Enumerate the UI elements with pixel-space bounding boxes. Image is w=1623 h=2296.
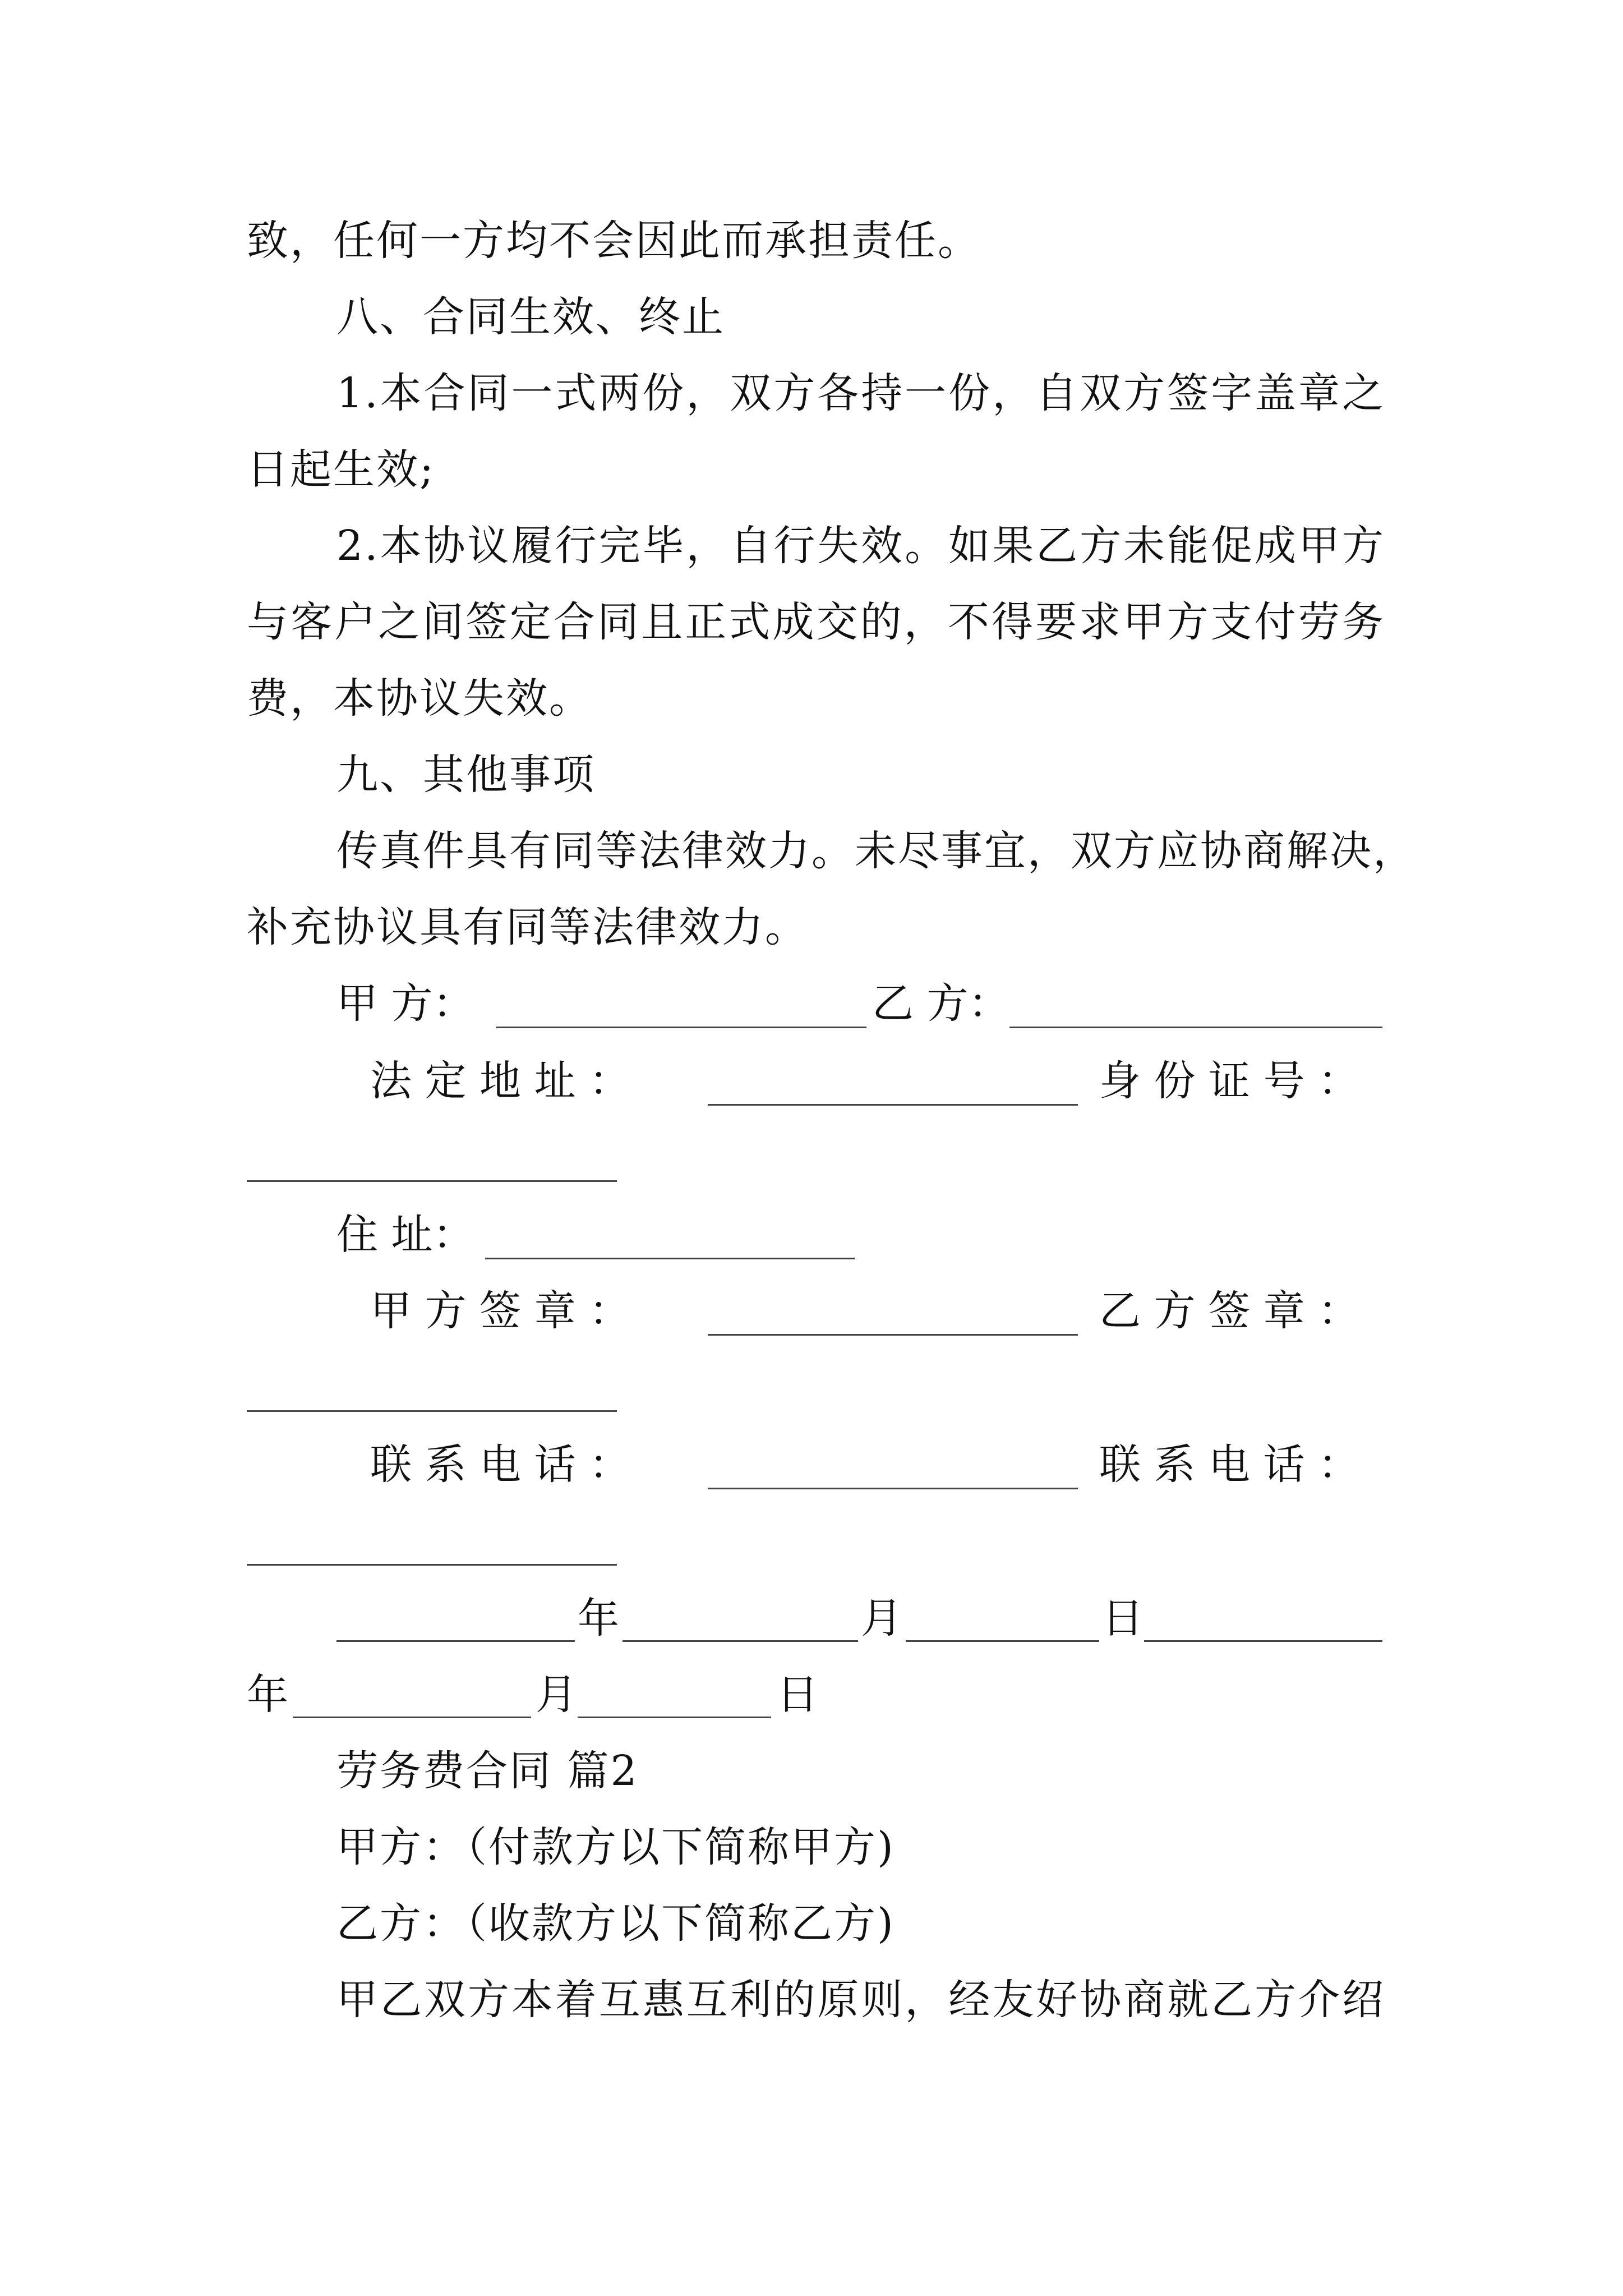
party-b-seal-label: 乙 方 签 章 ： xyxy=(1099,1287,1360,1335)
id-number-label: 身 份 证 号 ： xyxy=(1099,1057,1360,1105)
phone-b-blank xyxy=(247,1564,617,1566)
section-2-party-a: 甲方：（付款方以下简称甲方) xyxy=(336,1823,895,1871)
phone-b-label: 联 系 电 话 ： xyxy=(1099,1441,1360,1489)
paragraph-line: 致，任何一方均不会因此而承担责任。 xyxy=(247,217,981,265)
clause-8-1-cont: 日起生效; xyxy=(247,445,435,494)
party-a-label: 甲 方： xyxy=(336,979,474,1028)
address-blank xyxy=(485,1258,855,1259)
party-a-seal-label: 甲 方 签 章 ： xyxy=(370,1287,631,1335)
clause-9: 传真件具有同等法律效力。未尽事宜，双方应协商解决， xyxy=(336,827,1416,875)
id-number-blank xyxy=(247,1180,617,1182)
month-b-label: 月 xyxy=(536,1671,577,1719)
party-b-seal-blank xyxy=(247,1410,617,1412)
clause-8-2: 2.本协议履行完毕，自行失效。如果乙方未能促成甲方 xyxy=(336,522,1385,570)
party-a-blank xyxy=(496,1027,866,1028)
phone-a-blank xyxy=(708,1488,1078,1489)
day-a-blank xyxy=(906,1640,1099,1642)
section-2-title: 劳务费合同 篇2 xyxy=(336,1747,639,1795)
section-2-party-b: 乙方：（收款方以下简称乙方) xyxy=(336,1899,895,1948)
legal-address-blank xyxy=(708,1104,1078,1106)
month-a-label: 月 xyxy=(861,1594,902,1642)
year-b-label: 年 xyxy=(247,1671,288,1719)
legal-address-label: 法 定 地 址 ： xyxy=(370,1057,631,1105)
party-a-seal-blank xyxy=(708,1334,1078,1336)
year-a-blank xyxy=(336,1640,575,1642)
year-a-label: 年 xyxy=(578,1594,619,1642)
month-a-blank xyxy=(623,1640,858,1642)
section-heading-9: 九、其他事项 xyxy=(336,751,596,799)
month-b-blank xyxy=(293,1717,531,1718)
section-2-intro: 甲乙双方本着互惠互利的原则，经友好协商就乙方介绍 xyxy=(336,1976,1385,2024)
day-b-label: 日 xyxy=(777,1671,818,1719)
clause-8-1: 1.本合同一式两份，双方各持一份，自双方签字盖章之 xyxy=(336,369,1385,417)
clause-8-2-cont: 与客户之间签定合同且正式成交的，不得要求甲方支付劳务 xyxy=(247,598,1385,646)
party-b-label: 乙 方： xyxy=(872,979,1010,1028)
clause-8-2-end: 费，本协议失效。 xyxy=(247,674,592,723)
party-b-blank xyxy=(1009,1027,1382,1028)
day-a-label: 日 xyxy=(1102,1594,1144,1642)
section-heading-8: 八、合同生效、终止 xyxy=(336,293,725,341)
day-b-blank xyxy=(578,1717,771,1718)
address-label: 住 址： xyxy=(336,1211,474,1259)
clause-9-cont: 补充协议具有同等法律效力。 xyxy=(247,903,808,951)
year-b-blank xyxy=(1144,1640,1382,1642)
phone-a-label: 联 系 电 话 ： xyxy=(370,1441,631,1489)
